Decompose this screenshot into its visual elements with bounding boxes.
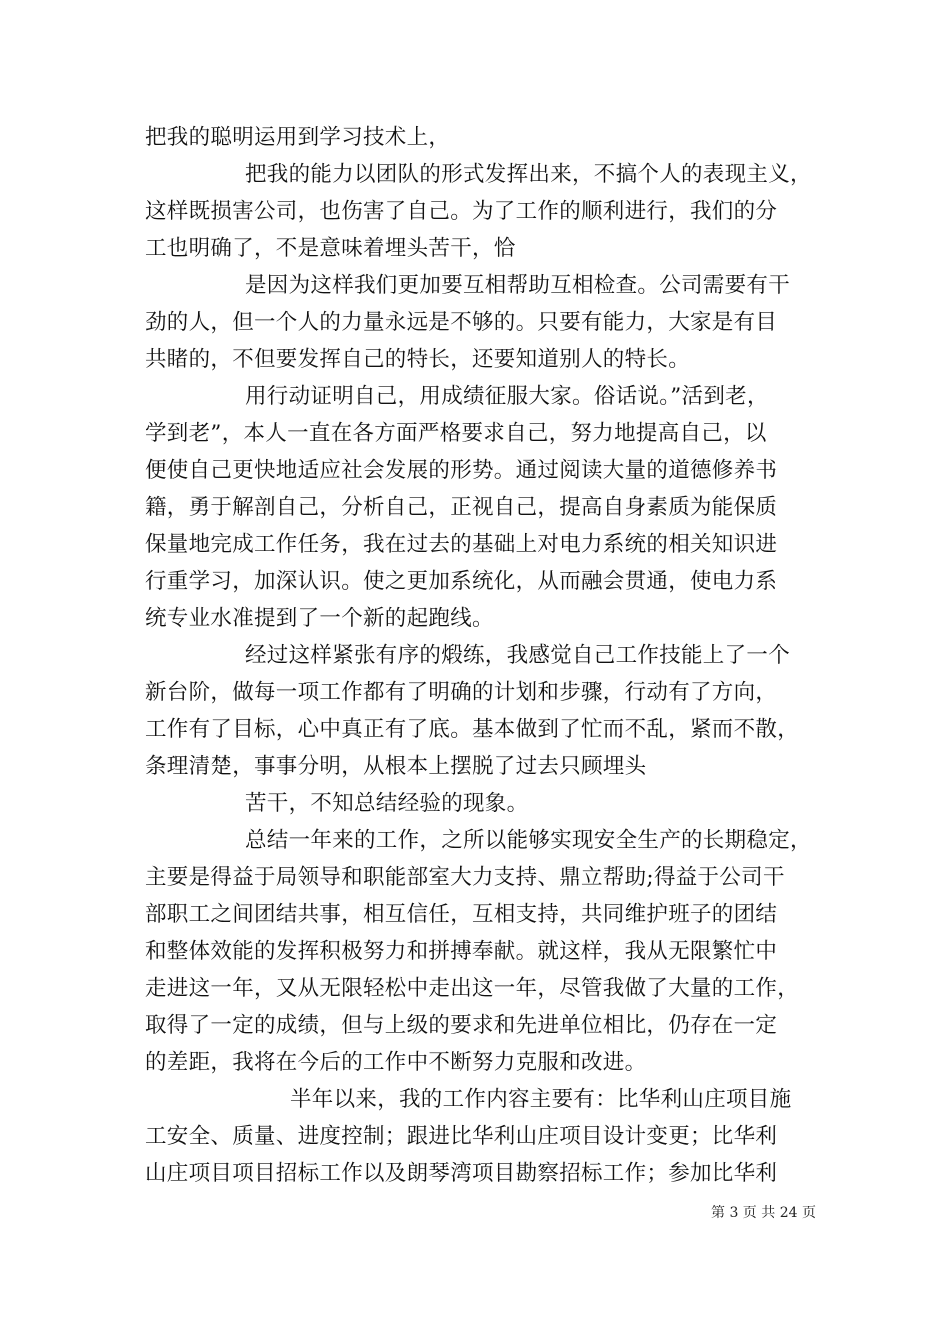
text-line: 和整体效能的发挥积极努力和拼搏奉献。就这样，我从无限繁忙中 [145,939,778,964]
text-line: 统专业水准提到了一个新的起跑线。 [145,606,494,631]
text-line: 劲的人，但一个人的力量永远是不够的。只要有能力，大家是有目 [145,310,778,335]
text-line: 工作有了目标，心中真正有了底。基本做到了忙而不乱，紧而不散， [145,717,800,742]
text-line: 苦干，不知总结经验的现象。 [245,791,529,816]
text-line: 半年以来，我的工作内容主要有：比华利山庄项目施 [290,1087,792,1112]
text-line: 条理清楚，事事分明，从根本上摆脱了过去只顾埋头 [145,754,647,779]
text-line: 用行动证明自己，用成绩征服大家。俗话说。”活到老， [245,384,769,409]
text-line: 山庄项目项目招标工作以及朗琴湾项目勘察招标工作；参加比华利 [145,1161,778,1186]
text-line: 走进这一年，又从无限轻松中走出这一年，尽管我做了大量的工作， [145,976,800,1001]
page-number-footer: 第 3 页 共 24 页 [711,1205,816,1221]
text-line: 经过这样紧张有序的煅练，我感觉自己工作技能上了一个 [245,643,791,668]
text-line: 工也明确了，不是意味着埋头苦干，恰 [145,236,516,261]
text-line: 保量地完成工作任务，我在过去的基础上对电力系统的相关知识进 [145,532,778,557]
text-line: 把我的聪明运用到学习技术上， [145,125,451,150]
text-line: 工安全、质量、进度控制；跟进比华利山庄项目设计变更；比华利 [145,1124,778,1149]
text-line: 便使自己更快地适应社会发展的形势。通过阅读大量的道德修养书 [145,458,778,483]
text-line: 籍，勇于解剖自己，分析自己，正视自己，提高自身素质为能保质 [145,495,778,520]
text-line: 总结一年来的工作，之所以能够实现安全生产的长期稳定， [245,828,812,853]
text-line: 学到老”，本人一直在各方面严格要求自己，努力地提高自己，以 [145,421,767,446]
text-line: 这样既损害公司，也伤害了自己。为了工作的顺利进行，我们的分 [145,199,778,224]
text-line: 行重学习，加深认识。使之更加系统化，从而融会贯通，使电力系 [145,569,778,594]
text-line: 是因为这样我们更加要互相帮助互相检查。公司需要有干 [245,273,791,298]
text-line: 部职工之间团结共事，相互信任，互相支持，共同维护班子的团结 [145,902,778,927]
text-line: 新台阶，做每一项工作都有了明确的计划和步骤，行动有了方向， [145,680,778,705]
text-line: 共睹的，不但要发挥自己的特长，还要知道别人的特长。 [145,347,691,372]
text-line: 主要是得益于局领导和职能部室大力支持、鼎立帮助;得益于公司干 [145,865,785,890]
text-line: 的差距，我将在今后的工作中不断努力克服和改进。 [145,1050,647,1075]
text-line: 把我的能力以团队的形式发挥出来，不搞个人的表现主义， [245,162,812,187]
text-line: 取得了一定的成绩，但与上级的要求和先进单位相比，仍存在一定 [145,1013,778,1038]
